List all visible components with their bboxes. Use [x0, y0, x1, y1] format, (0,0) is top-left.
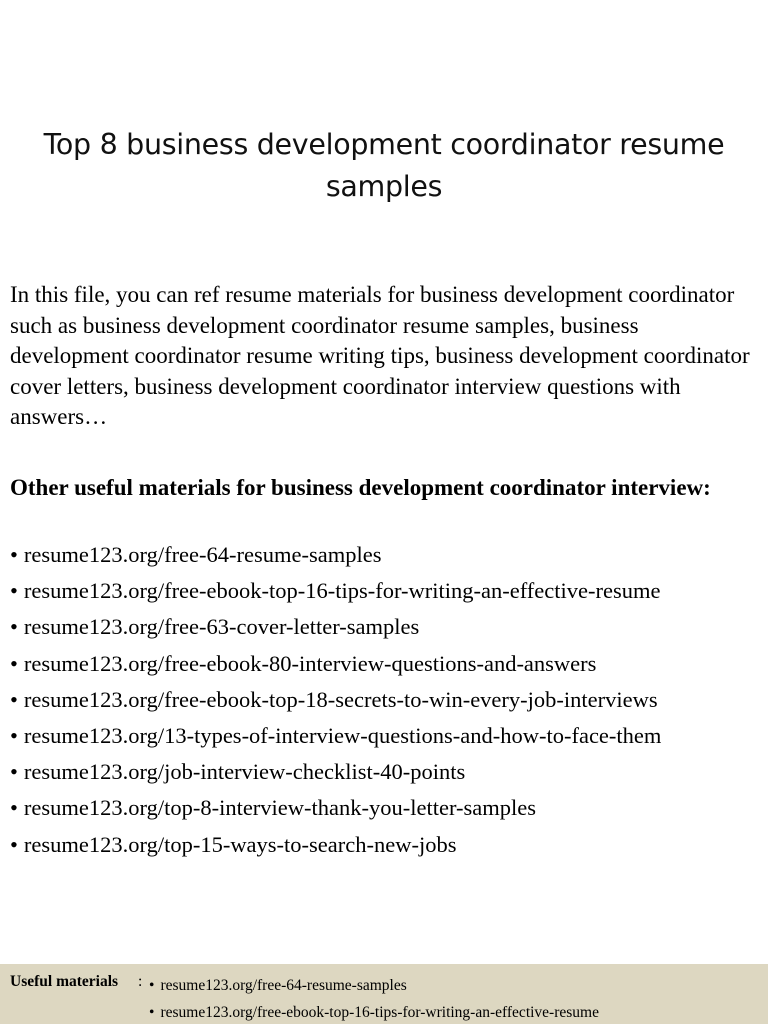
bullet: • — [10, 795, 18, 821]
list-item — [10, 718, 760, 754]
page-title: Top 8 business development coordinator resume samples — [43, 128, 725, 203]
list-item — [10, 682, 760, 718]
list-item — [149, 999, 599, 1026]
list-item — [10, 573, 760, 609]
material-link[interactable]: resume123.org/free-ebook-top-16-tips-for-writing-an-effective-resume — [23, 578, 661, 604]
material-link[interactable]: resume123.org/free-ebook-80-interview-questions-and-answers — [23, 650, 597, 676]
bullet: • — [10, 578, 18, 604]
material-link[interactable]: resume123.org/13-types-of-interview-questions-and-how-to-face-them — [23, 723, 662, 749]
material-link[interactable]: resume123.org/top-15-ways-to-search-new-jobs — [23, 831, 457, 857]
list-item — [10, 827, 760, 863]
footer-colon: : — [138, 973, 143, 990]
bullet: • — [10, 542, 18, 567]
footer-link-list — [149, 972, 599, 1026]
list-item — [10, 537, 760, 573]
material-link[interactable]: resume123.org/job-interview-checklist-40-points — [23, 759, 466, 785]
material-link[interactable]: resume123.org/free-64-resume-samples — [23, 542, 382, 567]
footer-link[interactable]: resume123.org/free-ebook-top-16-tips-for-writing-an-effective-resume — [160, 1004, 599, 1021]
footer-label: Useful materials — [10, 973, 119, 990]
material-link[interactable]: resume123.org/free-63-cover-letter-samples — [23, 614, 420, 640]
list-item — [10, 790, 760, 826]
material-link[interactable]: resume123.org/top-8-interview-thank-you-letter-samples — [23, 795, 536, 821]
footer-link[interactable]: resume123.org/free-64-resume-samples — [160, 977, 407, 994]
list-item — [10, 646, 760, 682]
section-heading: Other useful materials for business development coordinator interview: — [10, 475, 711, 500]
list-item — [10, 754, 760, 790]
bullet: • — [10, 614, 18, 640]
bullet: • — [10, 723, 18, 749]
list-item — [149, 972, 599, 999]
bullet: • — [10, 686, 18, 712]
bullet: • — [149, 1004, 155, 1021]
list-item — [10, 609, 760, 645]
bullet: • — [10, 759, 18, 785]
intro-paragraph: In this file, you can ref resume materials for business development coordinator such as business development coordinator resume samples, business development coordinator resume writing tips, business development coordinator cover letters, business development coordinator interview questions with answers… — [10, 282, 750, 429]
bullet: • — [10, 650, 18, 676]
footer-bar — [0, 964, 768, 1024]
bullet: • — [149, 977, 155, 994]
material-link[interactable]: resume123.org/free-ebook-top-18-secrets-to-win-every-job-interviews — [23, 686, 658, 712]
materials-link-list — [10, 537, 760, 863]
bullet: • — [10, 831, 18, 857]
